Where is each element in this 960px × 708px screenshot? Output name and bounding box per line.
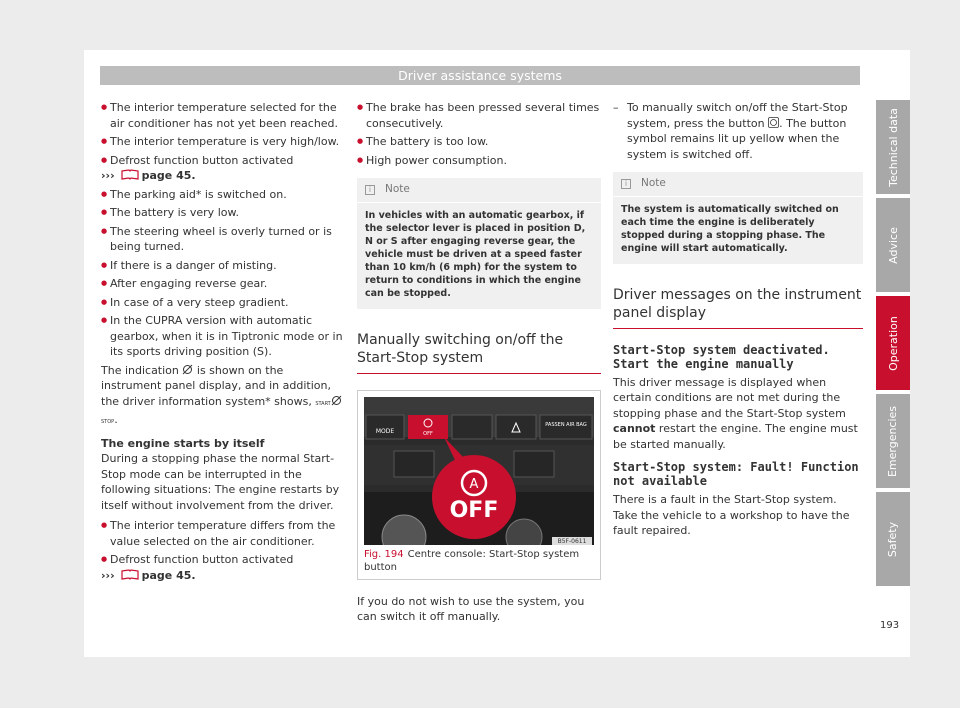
big-off-label: OFF (449, 497, 499, 523)
message-title: Start-Stop system: Fault! Function not available (613, 460, 859, 488)
list-item: ● In the CUPRA version with automatic gearbox, when it is in Tiptronic mode or in its sports driving position (S). (101, 313, 345, 360)
list-item: ● Defrost function button activated (101, 153, 345, 169)
note-text: The system is automatically switched on each time the engine is deliberately stopped during a stopping phase. The engine will start automatically. (621, 203, 839, 254)
paragraph: During a stopping phase the normal Start-Stop mode can be interrupted in the following situations: The engine restarts by itself without involvement from the driver. (101, 452, 340, 512)
mode-label: MODE (375, 427, 395, 435)
section-title: Driver messages on the instrument panel display (613, 286, 863, 329)
start-stop-crossed-icon (331, 395, 342, 406)
side-tabs (876, 100, 910, 590)
tab-emergencies[interactable]: Emergencies (876, 394, 910, 488)
note-text: In vehicles with an automatic gearbox, if the selector lever is placed in position D, N or S after engaging reverse gear, the vehicle must be driven at a speed faster than 10 km/h (6 mph) for the system to return to conditions in which the engine can be stopped. (365, 209, 586, 299)
page-reference[interactable]: ››› page 45. (101, 169, 196, 182)
list-item: ● The interior temperature is very high/low. (101, 134, 345, 150)
info-icon: i (365, 185, 375, 195)
page-header: Driver assistance systems (100, 66, 860, 85)
note-box: i Note The system is automatically switched on each time the engine is deliberately stopped during a stopping phase. The engine will start automatically. (613, 172, 863, 264)
svg-text:A: A (469, 476, 479, 492)
figure (357, 390, 601, 580)
list-item: ● The brake has been pressed several times consecutively. (357, 100, 601, 131)
paragraph: There is a fault in the Start-Stop system. Take the vehicle to a workshop to have the fault repaired. (613, 493, 850, 537)
list-item: ● If there is a danger of misting. (101, 258, 345, 274)
start-stop-crossed-icon (182, 364, 193, 375)
list-item: ● Defrost function button activated (101, 552, 345, 568)
start-label: START (315, 400, 331, 407)
book-icon (121, 169, 139, 180)
section-title: Manually switching on/off the Start-Stop system (357, 331, 601, 374)
list-item: ● The parking aid* is switched on. (101, 187, 345, 203)
paragraph: If you do not wish to use the system, you can switch it off manually. (357, 594, 585, 623)
off-label: OFF (423, 430, 433, 437)
column-3 (613, 100, 863, 542)
indication-paragraph: The indication is shown on the instrument panel display, and in addition, the driver information system* shows, STARTSTOP. (101, 363, 345, 431)
tab-safety[interactable]: Safety (876, 492, 910, 586)
message-title: Start-Stop system deactivated. Start the engine manually (613, 342, 830, 371)
instruction-step: – To manually switch on/off the Start-Stop system, press the button . The button symbol remains lit up yellow when the system is switched off. (613, 100, 863, 162)
list-item: ● The interior temperature differs from the value selected on the air conditioner. (101, 518, 345, 549)
tab-advice[interactable]: Advice (876, 198, 910, 292)
page-number: 193 (880, 620, 900, 631)
list-item: ● The steering wheel is overly turned or is being turned. (101, 224, 345, 255)
tab-technical-data[interactable]: Technical data (876, 100, 910, 194)
list-item: ● The battery is very low. (101, 205, 345, 221)
tab-operation[interactable]: Operation (876, 296, 910, 390)
list-item: ● After engaging reverse gear. (101, 276, 345, 292)
info-icon: i (621, 179, 631, 189)
list-item: ● High power consumption. (357, 153, 601, 169)
list-item: ● The interior temperature selected for the air conditioner has not yet been reached. (101, 100, 345, 131)
book-icon (121, 569, 139, 580)
stop-label: STOP (101, 419, 115, 425)
passenger-airbag-label: PASSEN AIR BAG (545, 421, 587, 428)
page-reference[interactable]: ››› page 45. (101, 568, 196, 582)
column-1 (101, 100, 345, 586)
paragraph: This driver message is displayed when certain conditions are not met during the stopping phase and the Start-Stop system cannot restart the engine. The engine must be started manually. (613, 375, 858, 451)
figure-caption: Fig. 194 Centre console: Start-Stop system button (364, 548, 580, 573)
note-box: i Note In vehicles with an automatic gearbox, if the selector lever is placed in position D, N or S after engaging reverse gear, the vehicle must be driven at a speed faster than 10 km/h (6 mph) for the system to return to conditions in which the engine can be stopped. (357, 178, 601, 309)
column-2 (357, 100, 601, 628)
centre-console-image (364, 397, 594, 545)
list-item: ● The battery is too low. (357, 134, 601, 150)
figure-code: B5F-0611 (557, 537, 587, 545)
start-stop-button-icon (768, 117, 779, 128)
subheading: The engine starts by itself (101, 436, 265, 450)
list-item: ● In case of a very steep gradient. (101, 295, 345, 311)
